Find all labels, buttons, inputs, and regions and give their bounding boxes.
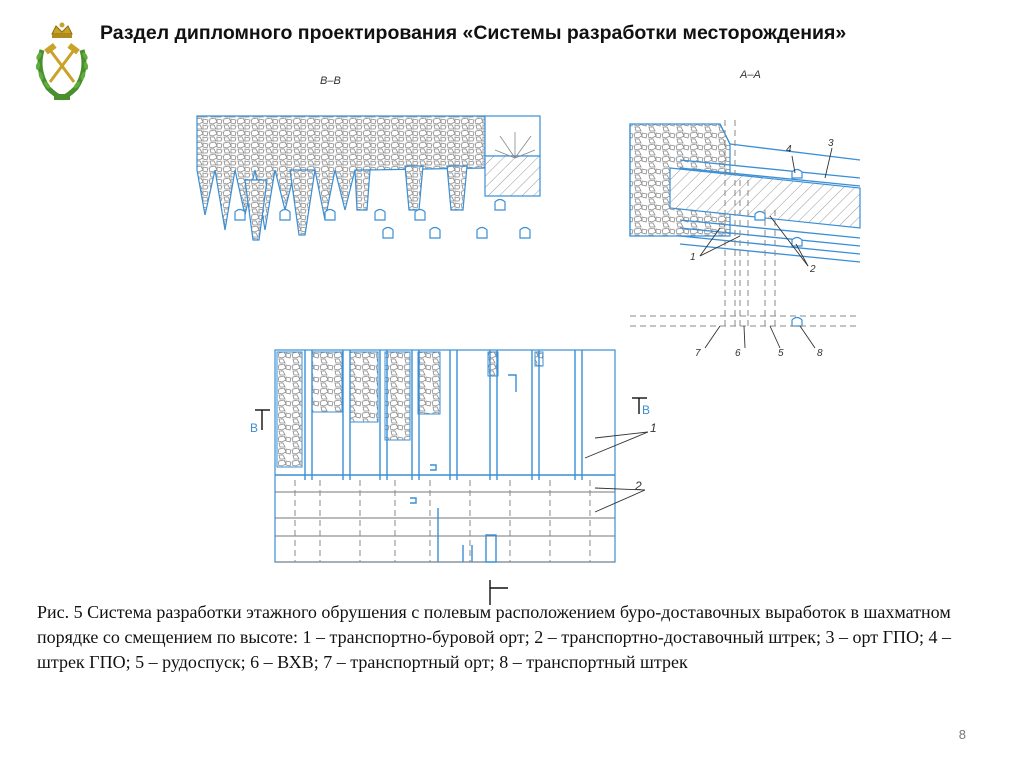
callout-aa-5: 5	[778, 348, 784, 359]
callout-plan-1: 1	[650, 421, 657, 435]
page-number: 8	[958, 727, 966, 742]
university-logo-icon	[30, 20, 94, 104]
callout-plan-2: 2	[635, 479, 642, 493]
callout-aa-2: 2	[810, 264, 816, 275]
plan-drawing	[250, 340, 670, 610]
page-title: Раздел дипломного проектирования «Системы разработки месторождения»	[100, 22, 847, 44]
marker-left-b: В	[250, 421, 259, 435]
callout-aa-4: 4	[786, 144, 792, 155]
section-aa-drawing	[620, 60, 870, 360]
callout-aa-8: 8	[817, 348, 823, 359]
section-bb-drawing	[195, 70, 545, 250]
section-bb-label: В–В	[320, 75, 341, 87]
callout-aa-1: 1	[690, 252, 696, 263]
section-aa-label: А–А	[740, 69, 761, 81]
callout-aa-3: 3	[828, 138, 834, 149]
callout-aa-6: 6	[735, 348, 741, 359]
figure-caption: Рис. 5 Система разработки этажного обрушения с полевым расположением буро-доставочных выработок в шахматном порядке со смещением по высоте: 1 – транспортно-буровой орт; 2 – транспортно-доставочный штрек; 3 – орт ГПО; 4 – штрек ГПО; 5 – рудоспуск; 6 – ВХВ; 7 – транспортный орт; 8 – транспортный штрек	[37, 602, 952, 672]
callout-aa-7: 7	[695, 348, 701, 359]
marker-right-b: В	[642, 403, 651, 417]
